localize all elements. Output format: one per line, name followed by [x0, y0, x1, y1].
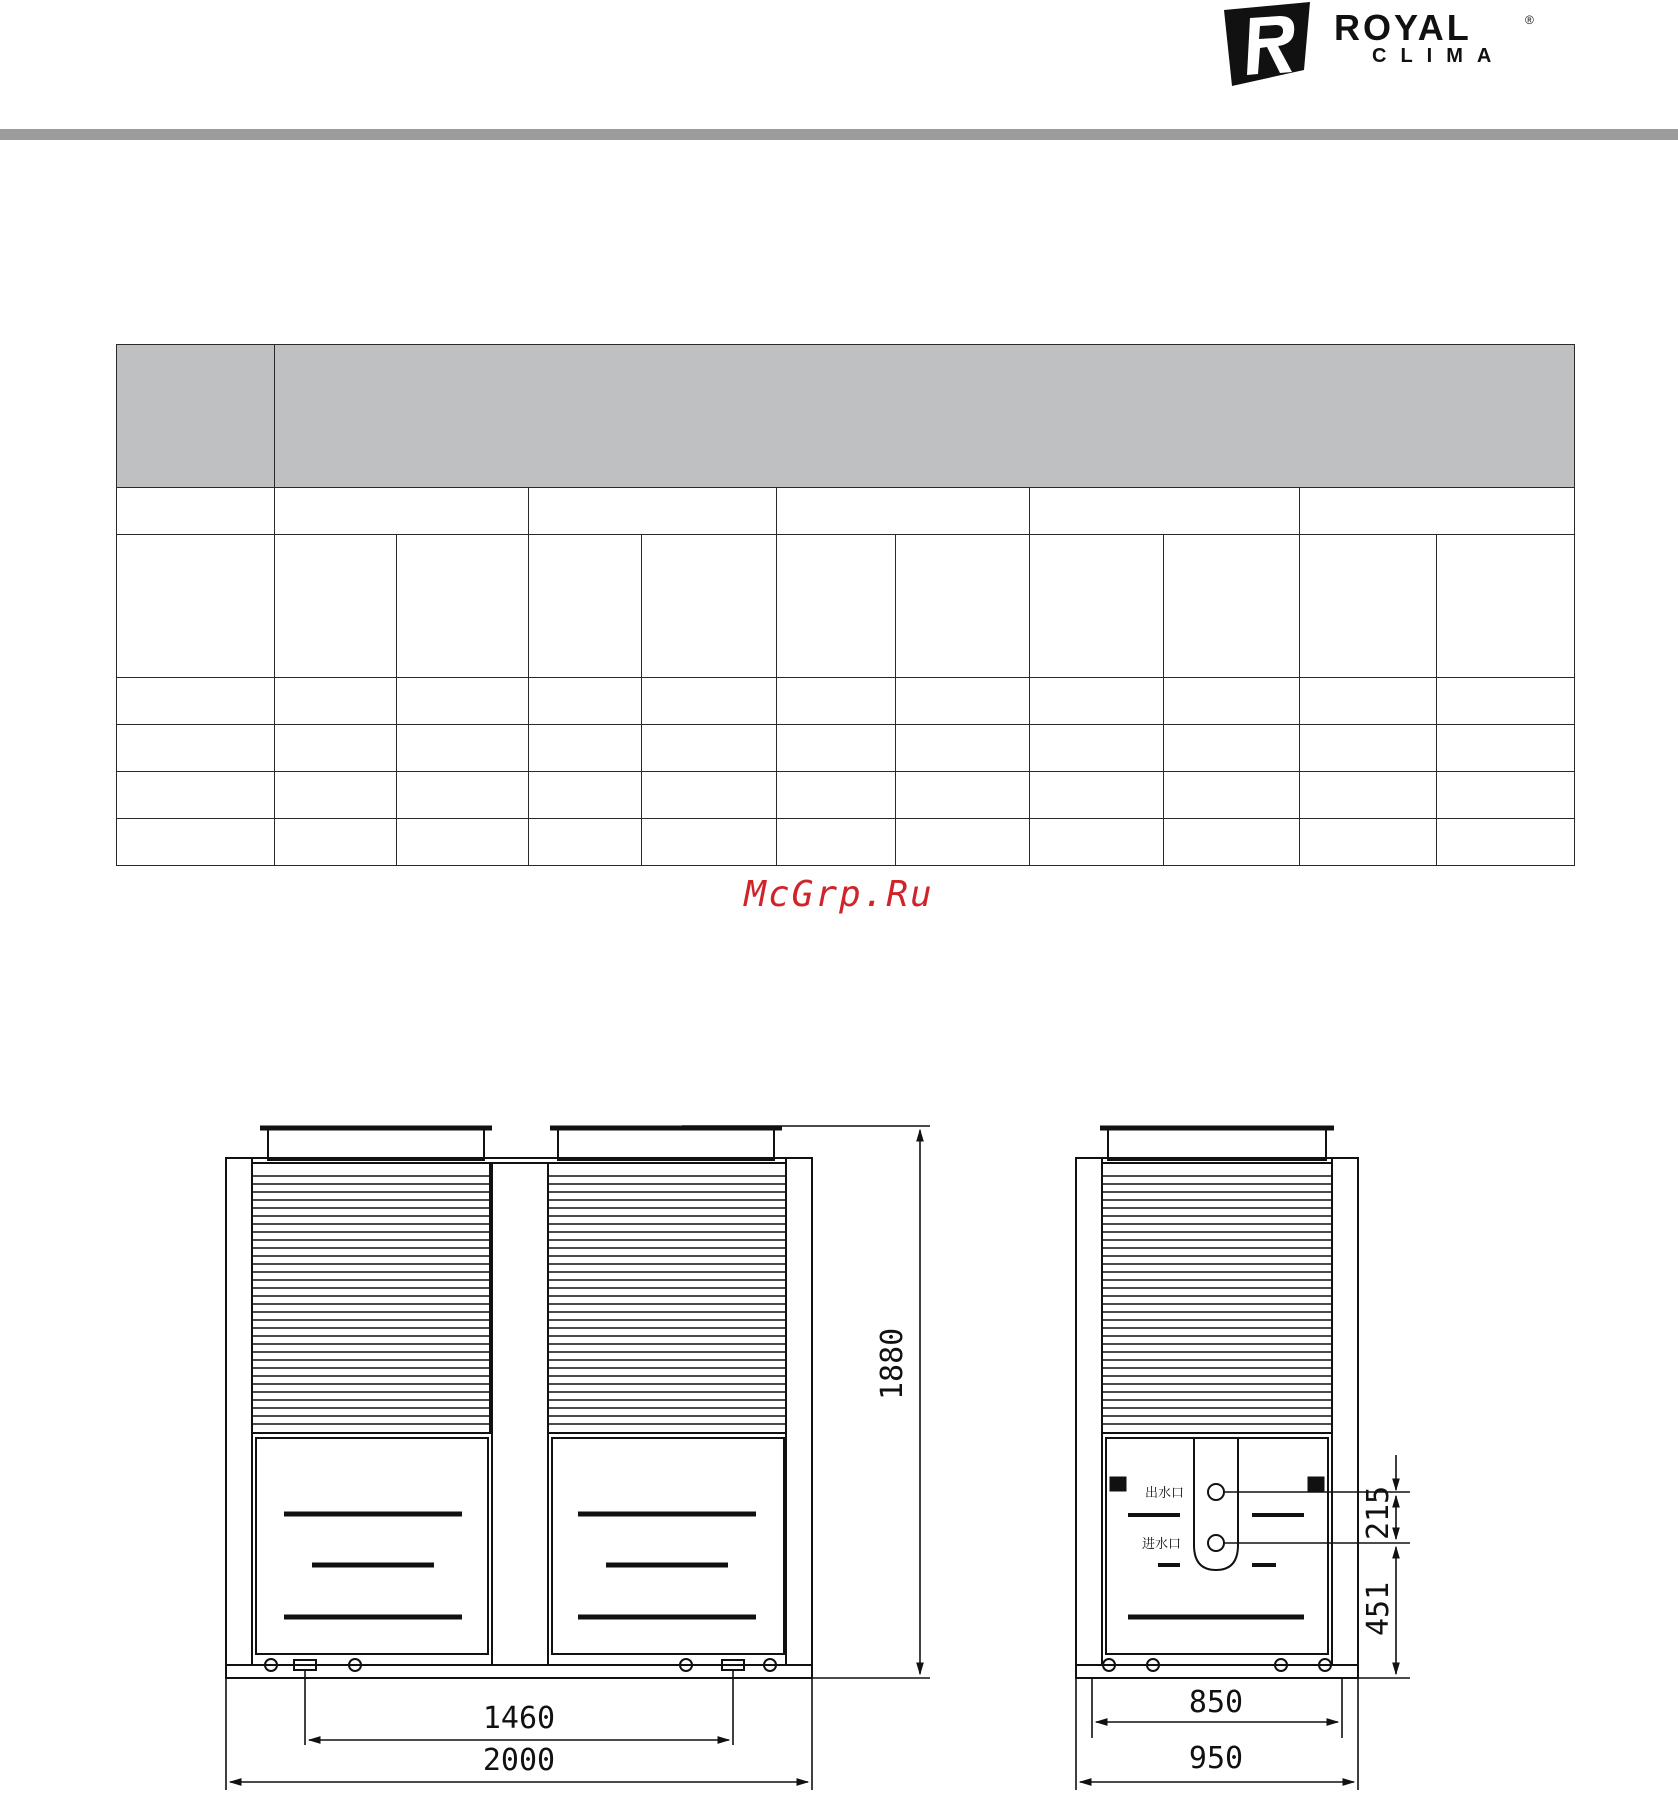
side-lower-panel: [1106, 1438, 1328, 1654]
subheader-cell: [529, 535, 642, 678]
table-group-row: [117, 488, 1575, 535]
water-inlet-pipe: [1208, 1535, 1224, 1551]
table-cell: [1437, 772, 1575, 819]
table-cell: [777, 725, 896, 772]
table-row: [117, 819, 1575, 866]
subheader-cell: [777, 535, 896, 678]
table-cell: [397, 678, 529, 725]
table-cell: [117, 819, 275, 866]
table-cell: [642, 819, 777, 866]
table-cell: [1030, 678, 1164, 725]
header-cell-main: [275, 345, 1575, 488]
subheader-cell: [1300, 535, 1437, 678]
table-row: [117, 772, 1575, 819]
dim-pipe-height-451: 451: [1361, 1581, 1396, 1636]
subheader-cell: [1164, 535, 1300, 678]
subheader-cell: [1437, 535, 1575, 678]
dim-width-850: 850: [1188, 1685, 1244, 1720]
dim-width-1460: 1460: [482, 1701, 556, 1736]
front-dimension-lines: [226, 1126, 930, 1790]
subheader-cell: [275, 535, 397, 678]
table-cell: [275, 819, 397, 866]
table-cell: [529, 725, 642, 772]
table-cell: [1164, 725, 1300, 772]
table-subheader-row: [117, 535, 1575, 678]
table-cell: [777, 678, 896, 725]
subheader-cell: [397, 535, 529, 678]
water-outlet-pipe: [1208, 1484, 1224, 1500]
table-cell: [1437, 725, 1575, 772]
registered-mark: ®: [1525, 13, 1534, 27]
table-cell: [275, 678, 397, 725]
table-cell: [642, 725, 777, 772]
water-inlet-label: 进水口: [1142, 1537, 1182, 1552]
brand-name-clima: CLIMA: [1372, 45, 1506, 67]
table-cell: [1300, 725, 1437, 772]
fan-cover-right: [558, 1128, 774, 1160]
table-cell: [896, 772, 1030, 819]
front-outer-frame: [226, 1158, 812, 1678]
fan-cover-left: [268, 1128, 484, 1160]
side-coil-fins: [1102, 1176, 1332, 1424]
lower-panel-right: [552, 1438, 784, 1654]
table-cell: [1030, 725, 1164, 772]
subheader-cell: [642, 535, 777, 678]
subheader-cell: [1030, 535, 1164, 678]
table-cell: [896, 678, 1030, 725]
royal-clima-logo: [1222, 0, 1570, 92]
watermark-text: McGrp.Ru: [744, 874, 934, 915]
table-cell: [117, 725, 275, 772]
table-cell: [1300, 819, 1437, 866]
table-cell: [896, 819, 1030, 866]
table-cell: [777, 819, 896, 866]
table-cell: [397, 725, 529, 772]
table-cell: [529, 772, 642, 819]
side-dimension-lines: [1076, 1455, 1410, 1790]
group-cell: [777, 488, 1030, 535]
front-coil-fins: [252, 1176, 786, 1424]
header-divider-bar: [0, 129, 1678, 140]
table-cell: [1300, 772, 1437, 819]
group-cell: [1030, 488, 1300, 535]
side-fan-cover: [1108, 1128, 1326, 1160]
table-cell: [1164, 819, 1300, 866]
table-header-row: [117, 345, 1575, 488]
table-cell: [1300, 678, 1437, 725]
water-outlet-label: 出水口: [1145, 1486, 1185, 1501]
header-cell-model: [117, 345, 275, 488]
unit-dimension-drawing: [0, 1100, 1678, 1793]
table-cell: [1164, 678, 1300, 725]
side-view: [1076, 1128, 1358, 1678]
table-cell: [1030, 819, 1164, 866]
table-cell: [529, 819, 642, 866]
table-cell: [642, 772, 777, 819]
group-cell: [1300, 488, 1575, 535]
table-cell: [896, 725, 1030, 772]
group-cell: [117, 488, 275, 535]
dim-width-950: 950: [1188, 1741, 1244, 1776]
subheader-cell: [896, 535, 1030, 678]
dim-width-2000: 2000: [482, 1743, 556, 1778]
table-cell: [397, 819, 529, 866]
dim-height-1880: 1880: [875, 1327, 910, 1400]
subheader-cell: [117, 535, 275, 678]
table-cell: [275, 725, 397, 772]
front-view: [226, 1128, 812, 1678]
group-cell: [275, 488, 529, 535]
table-row: [117, 678, 1575, 725]
table-cell: [117, 678, 275, 725]
front-panel-slots: [284, 1514, 756, 1617]
table-cell: [117, 772, 275, 819]
table-cell: [777, 772, 896, 819]
side-outer-frame: [1076, 1158, 1358, 1678]
dim-pipe-spacing-215: 215: [1361, 1485, 1396, 1540]
specification-table: [116, 344, 1575, 866]
table-cell: [529, 678, 642, 725]
table-row: [117, 725, 1575, 772]
table-cell: [275, 772, 397, 819]
brand-name-royal: ROYAL: [1334, 7, 1472, 48]
table-cell: [1164, 772, 1300, 819]
group-cell: [529, 488, 777, 535]
table-cell: [397, 772, 529, 819]
table-cell: [1437, 678, 1575, 725]
table-cell: [1437, 819, 1575, 866]
table-cell: [642, 678, 777, 725]
lower-panel-left: [256, 1438, 488, 1654]
table-cell: [1030, 772, 1164, 819]
